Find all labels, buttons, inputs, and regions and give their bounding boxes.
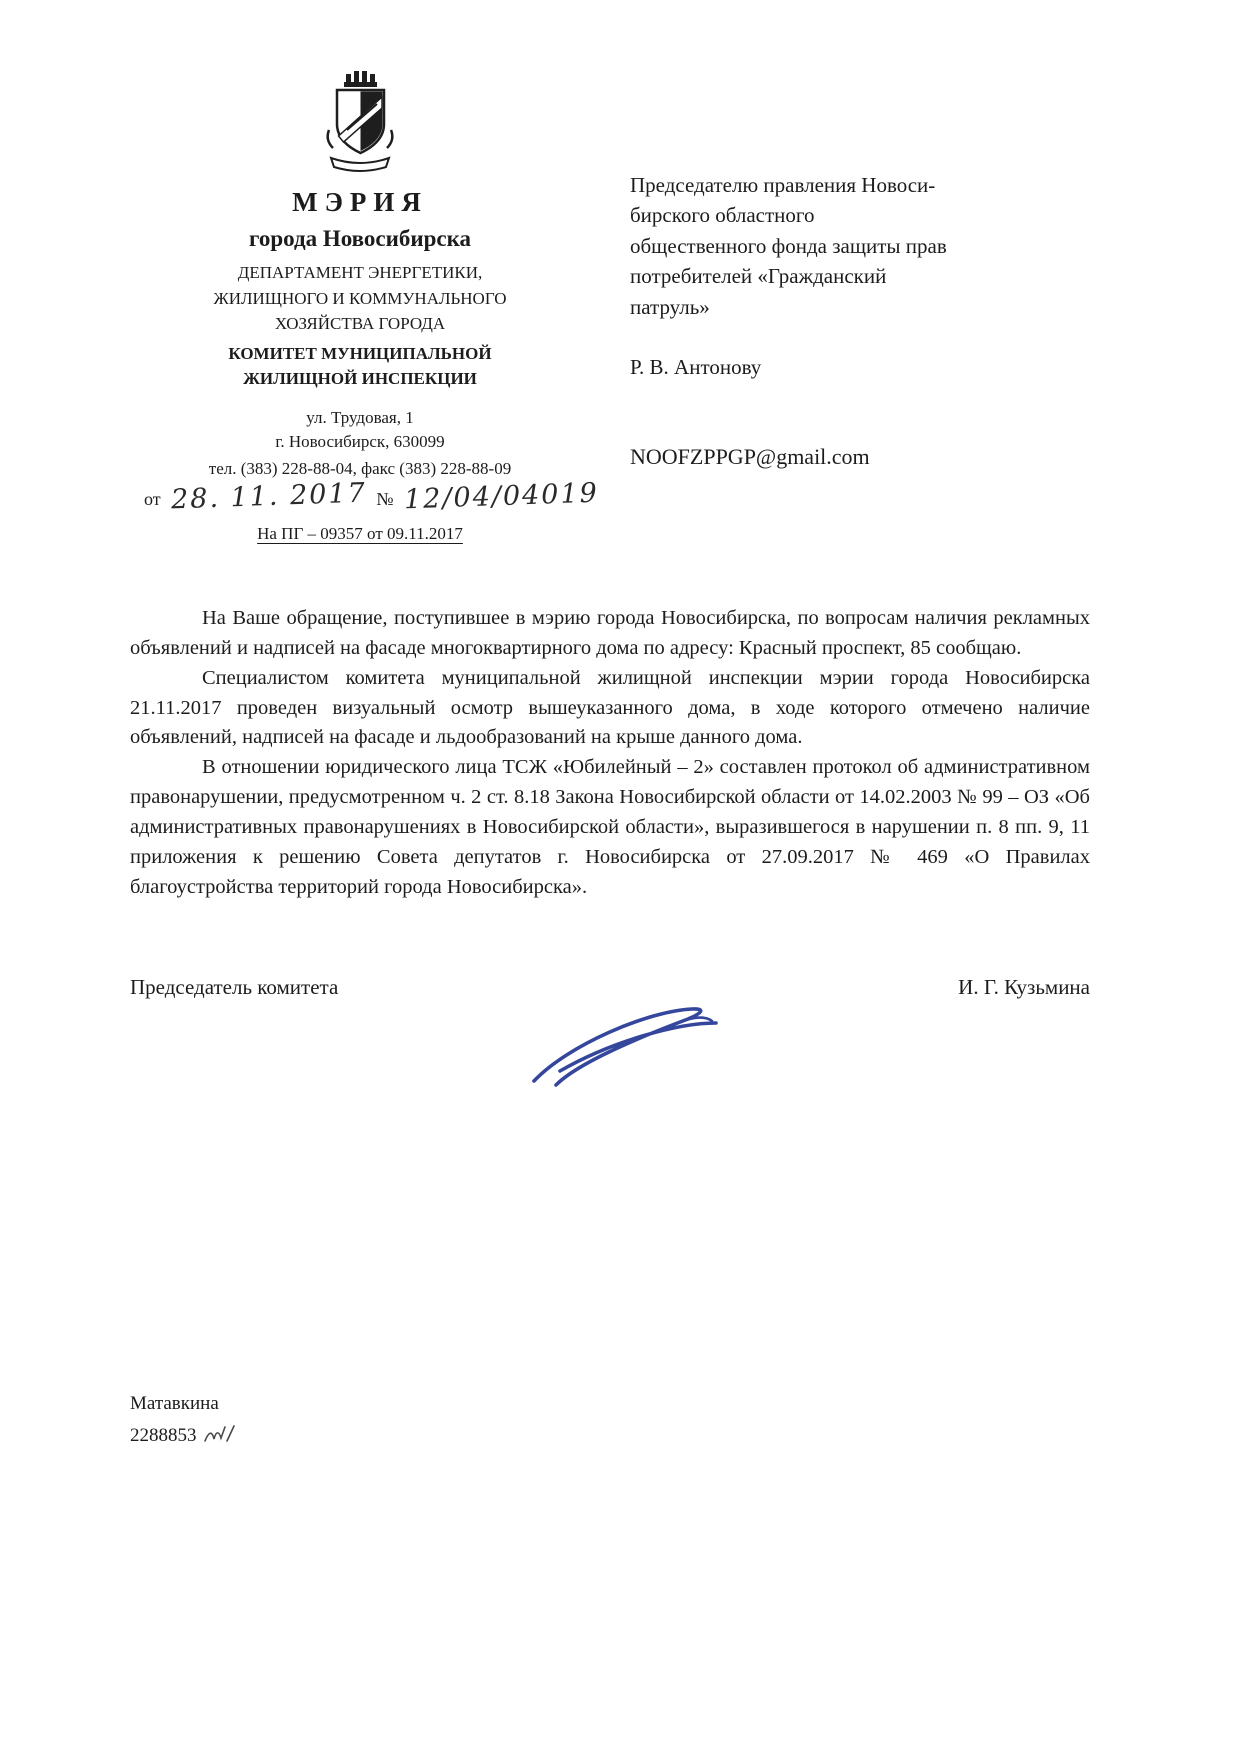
body-paragraph: Специалистом комитета муниципальной жилищной инспекции мэрии города Новосибирска 21.11.2017 проведен визуальный осмотр вышеуказанного дома, в ходе которого отмечено наличие объявлений, надписей на фасаде и льдообразований на крыше данного дома.	[130, 666, 1090, 749]
date-number-line	[130, 477, 599, 516]
date-label: от	[144, 488, 161, 509]
org-name-main: МЭРИЯ	[292, 187, 428, 217]
addressee-line: Председателю правления Новоси-	[630, 173, 936, 197]
handwritten-paraph-icon	[203, 1423, 237, 1455]
addressee-line: общественного фонда защиты прав	[630, 233, 947, 258]
executor-phone: 2288853	[130, 1424, 197, 1446]
executor-phone-line	[130, 1419, 237, 1451]
letter-header	[0, 0, 1240, 544]
addressee-name: Р. В. Антонову	[630, 355, 762, 380]
executor-name: Матавкина	[130, 1393, 219, 1414]
committee-name	[130, 341, 590, 392]
executor-block	[130, 1390, 237, 1450]
letterhead	[130, 70, 599, 544]
novosibirsk-coat-of-arms-icon	[130, 70, 590, 177]
signature-block	[130, 975, 1090, 1000]
addressee-block	[630, 70, 1100, 544]
phone-fax-line: тел. (383) 228-88-04, факс (383) 228-88-09	[208, 458, 512, 478]
addressee-line: бирского областного	[630, 203, 815, 228]
body-paragraph: На Ваше обращение, поступившее в мэрию города Новосибирска, по вопросам наличия рекламных объявлений и надписей на фасаде многоквартирного дома по адресу: Красный проспект, 85 сообщаю.	[130, 606, 1090, 659]
number-label: №	[376, 488, 394, 509]
org-name-city: города Новосибирска	[248, 226, 472, 251]
addressee-email: NOOFZPPGP@gmail.com	[630, 443, 870, 469]
handwritten-number: 12/04/04019	[403, 477, 599, 516]
committee-line: КОМИТЕТ МУНИЦИПАЛЬНОЙ	[228, 343, 492, 363]
signer-name: И. Г. Кузьмина	[958, 975, 1090, 999]
department-line: ДЕПАРТАМЕНТ ЭНЕРГЕТИКИ,	[237, 263, 483, 282]
department-line: ЖИЛИЩНОГО И КОММУНАЛЬНОГО	[213, 288, 507, 308]
handwritten-date: 28. 11. 2017	[170, 477, 367, 516]
address-line: ул. Трудовая, 1	[306, 407, 414, 427]
address-line: г. Новосибирск, 630099	[275, 432, 445, 452]
signer-position: Председатель комитета	[130, 975, 339, 999]
postal-address	[130, 406, 590, 455]
department-line: ХОЗЯЙСТВА ГОРОДА	[274, 314, 446, 333]
addressee-line: патруль»	[630, 294, 710, 319]
incoming-reference: На ПГ – 09357 от 09.11.2017	[257, 523, 463, 543]
handwritten-signature-icon	[520, 993, 750, 1109]
body-paragraph: В отношении юридического лица ТСЖ «Юбилейный – 2» составлен протокол об административном правонарушении, предусмотренном ч. 2 ст. 8.18 Закона Новосибирской области от 14.02.2003 № 99 – ОЗ «Об административных правонарушениях в Новосибирской области», выразившегося в нарушении п. 8 пп. 9, 11 приложения к решению Совета депутатов г. Новосибирска от 27.09.2017 № 469 «О Правилах благоустройства территорий города Новосибирска».	[130, 756, 1090, 899]
letter-body	[130, 604, 1090, 903]
department-name	[130, 260, 590, 337]
addressee-line: потребителей «Гражданский	[630, 264, 887, 289]
committee-line: ЖИЛИЩНОЙ ИНСПЕКЦИИ	[243, 369, 477, 388]
